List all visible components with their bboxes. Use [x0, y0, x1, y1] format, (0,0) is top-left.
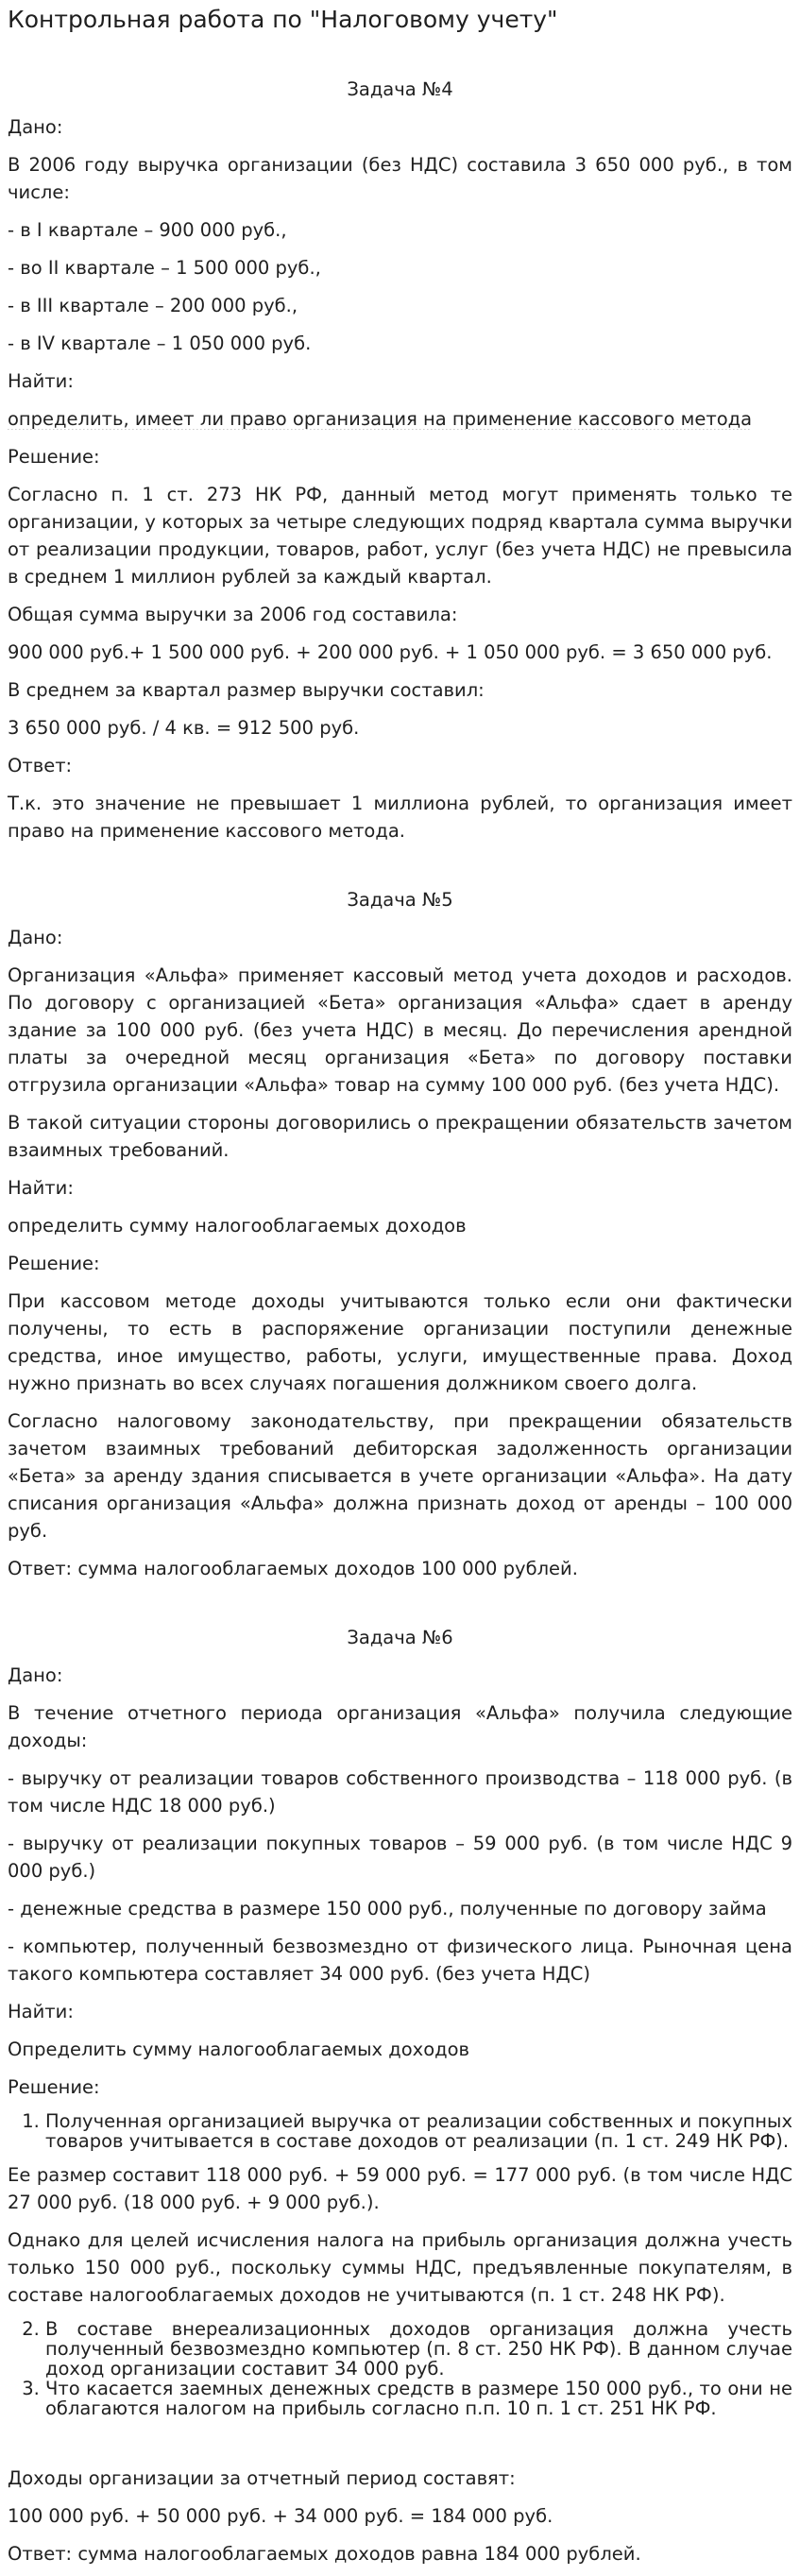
solution-label: Решение:: [8, 1253, 100, 1274]
given-label: Дано:: [8, 116, 63, 138]
task-5: [8, 886, 792, 1582]
find-label: Найти:: [8, 1177, 74, 1199]
solution-paragraph: Согласно п. 1 ст. 273 НК РФ, данный метод могут применять только те организации, у которых за четыре следующих подряд квартала сумма выручки от реализации продукции, товаров, работ, услуг (без учета НДС) не превысила в среднем 1 миллион рублей за каждый квартал.: [8, 484, 792, 588]
given-text: Организация «Альфа» применяет кассовый метод учета доходов и расходов. По договору с организацией «Бета» организация «Альфа» сдает в аренду здание за 100 000 руб. (без учета НДС) в месяц. До перечисления арендной платы за очередной месяц организация «Бета» по договору поставки отгрузила организации «Альфа» товар на сумму 100 000 руб. (без учета НДС).: [8, 964, 792, 1096]
list-item: 2. В составе внереализационных доходов организация должна учесть полученный безвозмездно компьютер (п. 8 ст. 250 НК РФ). В данном случае доход организации составит 34 000 руб.: [45, 2319, 792, 2379]
answer-text: Т.к. это значение не превышает 1 миллиона рублей, то организация имеет право на применение кассового метода.: [8, 793, 792, 842]
given-text: В течение отчетного периода организация «Альфа» получила следующие доходы:: [8, 1702, 792, 1751]
task-6-heading: Задача №6: [347, 1627, 453, 1648]
given-item: - выручку от реализации покупных товаров – 59 000 руб. (в том числе НДС 9 000 руб.): [8, 1833, 792, 1882]
quarter-3: - в III квартале – 200 000 руб.,: [8, 295, 298, 316]
solution-paragraph: В среднем за квартал размер выручки составил:: [8, 679, 485, 701]
list-item: 1. Полученная организацией выручка от реализации собственных и покупных товаров учитывается в составе доходов от реализации (п. 1 ст. 249 НК РФ).: [45, 2111, 792, 2151]
list-item: 3. Что касается заемных денежных средств в размере 150 000 руб., то они не облагаются налогом на прибыль согласно п.п. 10 п. 1 ст. 251 НК РФ.: [45, 2379, 792, 2418]
task-4-heading: Задача №4: [347, 78, 453, 100]
find-label: Найти:: [8, 2001, 74, 2022]
task-4: [8, 76, 792, 844]
solution-label: Решение:: [8, 2076, 100, 2098]
answer-text: Ответ: сумма налогооблагаемых доходов равна 184 000 рублей.: [8, 2543, 641, 2565]
solution-paragraph: 900 000 руб.+ 1 500 000 руб. + 200 000 руб. + 1 050 000 руб. = 3 650 000 руб.: [8, 641, 773, 663]
solution-list: [8, 2319, 792, 2418]
answer-label: Ответ:: [8, 755, 73, 776]
solution-paragraph: Ее размер составит 118 000 руб. + 59 000 руб. = 177 000 руб. (в том числе НДС 27 000 руб. (18 000 руб. + 9 000 руб.).: [8, 2164, 792, 2213]
find-label: Найти:: [8, 370, 74, 392]
document-title: Контрольная работа по "Налоговому учету": [8, 6, 558, 33]
given-label: Дано:: [8, 1664, 63, 1686]
task-5-heading: Задача №5: [347, 889, 453, 911]
solution-paragraph: 3 650 000 руб. / 4 кв. = 912 500 руб.: [8, 717, 360, 739]
find-text: определить сумму налогооблагаемых доходов: [8, 1215, 467, 1237]
given-item: - компьютер, полученный безвозмездно от физического лица. Рыночная цена такого компьютера составляет 34 000 руб. (без учета НДС): [8, 1936, 792, 1985]
given-item: - денежные средства в размере 150 000 руб., полученные по договору займа: [8, 1898, 767, 1919]
solution-label: Решение:: [8, 446, 100, 468]
given-text: В 2006 году выручка организации (без НДС) составила 3 650 000 руб., в том числе:: [8, 154, 792, 203]
document: [0, 6, 800, 2567]
quarter-1: - в I квартале – 900 000 руб.,: [8, 219, 287, 241]
quarter-4: - в IV квартале – 1 050 000 руб.: [8, 333, 312, 354]
task-6: [8, 1624, 792, 2567]
solution-paragraph: При кассовом методе доходы учитываются только если они фактически получены, то есть в распоряжение организации поступили денежные средства, иное имущество, работы, услуги, имущественные права. Доход нужно признать во всех случаях погашения должником своего долга.: [8, 1290, 792, 1394]
given-item: - выручку от реализации товаров собственного производства – 118 000 руб. (в том числе НДС 18 000 руб.): [8, 1767, 792, 1817]
solution-paragraph: Согласно налоговому законодательству, при прекращении обязательств зачетом взаимных требований дебиторская задолженность организации «Бета» за аренду здания списывается в учете организации «Альфа». На дату списания организация «Альфа» должна признать доход от аренды – 100 000 руб.: [8, 1410, 792, 1542]
given-text: В такой ситуации стороны договорились о прекращении обязательств зачетом взаимных требований.: [8, 1112, 792, 1161]
solution-paragraph: Общая сумма выручки за 2006 год составила:: [8, 604, 458, 625]
quarter-2: - во II квартале – 1 500 000 руб.,: [8, 257, 321, 279]
solution-list: [8, 2111, 792, 2151]
solution-paragraph: 100 000 руб. + 50 000 руб. + 34 000 руб. = 184 000 руб.: [8, 2505, 553, 2527]
solution-paragraph: Однако для целей исчисления налога на прибыль организация должна учесть только 150 000 руб., поскольку суммы НДС, предъявленные покупателям, в составе налогооблагаемых доходов не учитываются (п. 1 ст. 248 НК РФ).: [8, 2229, 792, 2306]
find-text: определить, имеет ли право организация на применение кассового метода: [8, 408, 753, 430]
find-text: Определить сумму налогооблагаемых доходов: [8, 2039, 470, 2060]
answer-text: Ответ: сумма налогооблагаемых доходов 100 000 рублей.: [8, 1558, 578, 1579]
given-label: Дано:: [8, 927, 63, 948]
solution-paragraph: Доходы организации за отчетный период составят:: [8, 2467, 516, 2489]
